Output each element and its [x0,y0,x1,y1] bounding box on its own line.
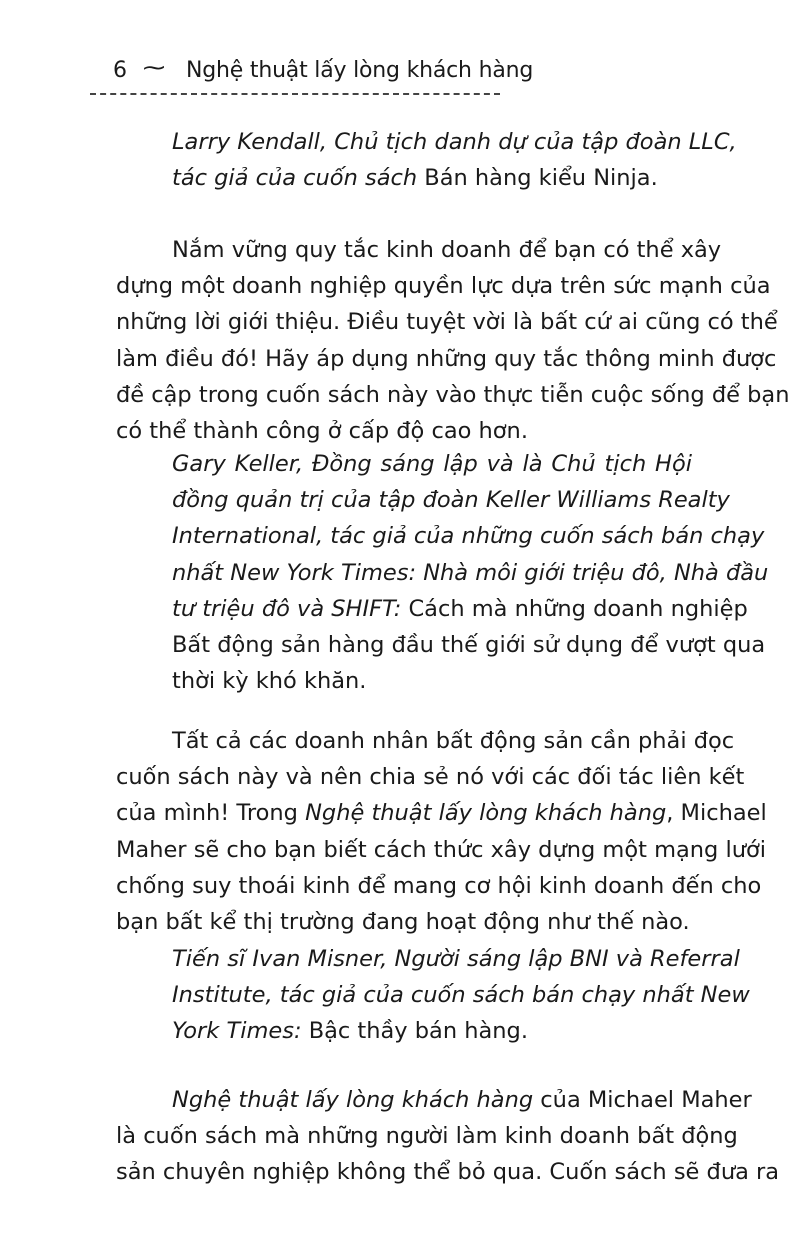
text-run: Tất cả các doanh nhân bất động sản cần phải đọc [172,728,735,754]
text-line [172,555,769,591]
text-run: nhất New York Times: Nhà môi giới triệu đô, Nhà đầu [172,559,769,586]
text-line [116,795,767,831]
text-run: tư triệu đô và SHIFT: [172,595,409,622]
text-run: thời kỳ khó khăn. [172,668,367,695]
text-line [172,124,737,160]
text-run: York Times: [172,1018,309,1045]
text-run: Institute, tác giả của cuốn sách bán chạy nhất New [172,982,750,1009]
text-line [172,1013,692,1049]
text-run: những lời giới thiệu. Điều tuyệt vời là bất cứ ai cũng có thể [116,309,778,336]
text-run: Nắm vững quy tắc kinh doanh để bạn có thể xây [172,237,722,263]
text-run: làm điều đó! Hãy áp dụng những quy tắc thông minh được [116,345,777,372]
text-line [172,941,740,977]
text-line [116,1082,752,1118]
header-ornament: ⁓ [143,56,165,81]
text-run: là cuốn sách mà những người làm kinh doanh bất động [116,1123,738,1150]
text-line [116,341,777,377]
text-run: Maher sẽ cho bạn biết cách thức xây dựng một mạng lưới [116,836,767,863]
text-run: International, tác giả của những cuốn sách bán chạy [172,523,765,550]
text-line [116,759,745,795]
text-line [116,413,692,449]
text-line [116,904,692,940]
text-line [172,518,765,554]
quote-block [172,124,737,196]
running-title: Nghệ thuật lấy lòng khách hàng [186,58,534,83]
text-run: của mình! Trong [116,800,306,827]
page-header [113,56,534,96]
text-line [116,832,767,868]
text-line [116,232,722,268]
text-run: Cách mà những doanh nghiệp [408,595,748,622]
text-run: sản chuyên nghiệp không thể bỏ qua. Cuốn sách sẽ đưa ra [116,1159,780,1186]
text-run: Gary Keller, Đồng sáng lập và là Chủ tịch Hội [172,451,692,477]
text-run: Nghệ thuật lấy lòng khách hàng [305,800,667,827]
text-run: , Michael [666,800,767,827]
text-line [172,482,730,518]
text-run: Bậc thầy bán hàng. [308,1018,528,1045]
text-line [116,304,778,340]
text-run: tác giả của cuốn sách [172,165,425,192]
header-divider [90,93,500,95]
text-line [172,160,692,196]
text-line [172,627,766,663]
page-number: 6 [113,58,127,83]
text-run: chống suy thoái kinh để mang cơ hội kinh doanh đến cho [116,872,762,899]
text-run: Nghệ thuật lấy lòng khách hàng [172,1087,534,1113]
paragraph [116,1082,780,1191]
text-run: Tiến sĩ Ivan Misner, Người sáng lập BNI và Referral [172,946,740,972]
paragraph [116,723,767,940]
text-run: dựng một doanh nghiệp quyền lực dựa trên sức mạnh của [116,273,771,300]
quote-block [172,446,769,699]
quote-block [172,941,750,1050]
text-line [172,446,692,482]
text-line [172,977,750,1013]
paragraph [116,232,790,449]
text-line [116,377,790,413]
text-run: Larry Kendall, Chủ tịch danh dự của tập đoàn LLC, [172,129,737,155]
text-run: của Michael Maher [533,1087,752,1113]
text-run: có thể thành công ở cấp độ cao hơn. [116,418,528,445]
text-line [172,591,748,627]
text-line [172,663,692,699]
text-run: Bán hàng kiểu Ninja. [424,165,658,192]
text-line [116,268,771,304]
text-line [116,723,735,759]
text-run: đề cập trong cuốn sách này vào thực tiễn cuộc sống để bạn [116,381,790,408]
text-line [116,1118,738,1154]
text-run: Bất động sản hàng đầu thế giới sử dụng để vượt qua [172,632,766,659]
text-line [116,1154,780,1190]
text-run: bạn bất kể thị trường đang hoạt động như thế nào. [116,909,690,936]
text-run: cuốn sách này và nên chia sẻ nó với các đối tác liên kết [116,764,745,791]
text-run: đồng quản trị của tập đoàn Keller Williams Realty [172,487,730,514]
text-line [116,868,762,904]
